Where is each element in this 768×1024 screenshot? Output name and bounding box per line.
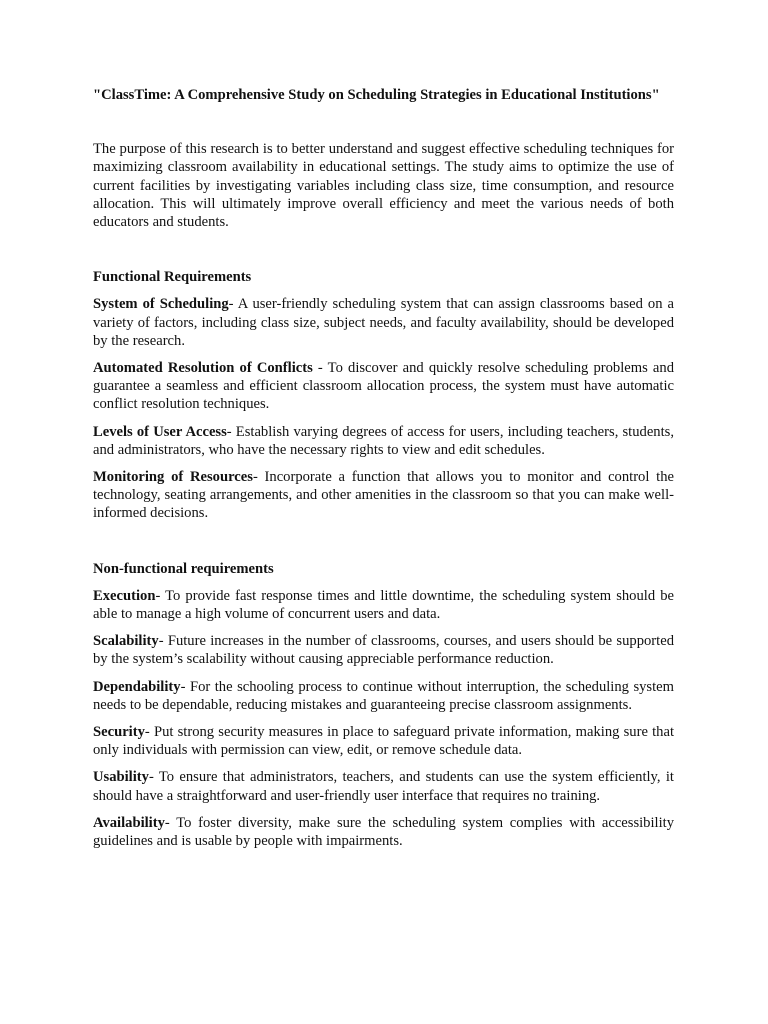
- requirement-availability: [93, 814, 674, 850]
- document-page: [93, 86, 674, 850]
- requirement-security: [93, 723, 674, 759]
- requirement-text: - To discover and quickly resolve scheduling problems and guarantee a seamless and efficient classroom allocation process, the system must have automatic conflict resolution techniques.: [93, 360, 674, 413]
- requirement-term: Availability: [93, 814, 165, 831]
- requirement-text: - Incorporate a function that allows you to monitor and control the technology, seating arrangements, and other amenities in the classroom so that you can make well-informed decisions.: [93, 469, 674, 522]
- requirement-text: - Future increases in the number of classrooms, courses, and users should be supported by the system’s scalability without causing appreciable performance reduction.: [93, 633, 674, 668]
- requirement-text: - For the schooling process to continue without interruption, the scheduling system needs to be dependable, reducing mistakes and guaranteeing precise classroom assignments.: [93, 678, 674, 713]
- requirement-scalability: [93, 632, 674, 668]
- requirement-text: - Establish varying degrees of access for users, including teachers, students, and administrators, who have the necessary rights to view and edit schedules.: [93, 423, 674, 458]
- requirement-text: - A user-friendly scheduling system that can assign classrooms based on a variety of factors, including class size, subject needs, and faculty availability, should be developed by the research.: [93, 296, 674, 349]
- requirement-monitoring-of-resources: [93, 468, 674, 523]
- functional-requirements-heading: Functional Requirements: [93, 269, 252, 286]
- requirement-term: Scalability: [93, 633, 159, 650]
- requirement-term: System of Scheduling: [93, 296, 229, 313]
- requirement-text: - To provide fast response times and little downtime, the scheduling system should be able to manage a high volume of concurrent users and data.: [93, 587, 674, 623]
- requirement-term: Automated Resolution of Conflicts: [93, 360, 313, 377]
- requirement-text: - To ensure that administrators, teachers, and students can use the system efficiently, it should have a straightforward and user-friendly user interface that requires no training.: [93, 769, 674, 804]
- requirement-term: Usability: [93, 769, 149, 786]
- document-title: "ClassTime: A Comprehensive Study on Scheduling Strategies in Educational Institutions": [93, 87, 660, 103]
- requirement-dependability: [93, 678, 674, 714]
- requirement-text: - To foster diversity, make sure the scheduling system complies with accessibility guidelines and is usable by people with impairments.: [93, 814, 674, 850]
- requirement-text: - Put strong security measures in place to safeguard private information, making sure that only individuals with permission can view, edit, or remove schedule data.: [93, 724, 674, 759]
- requirement-usability: [93, 768, 674, 804]
- requirement-automated-resolution-of-conflicts: [93, 359, 674, 414]
- requirement-term: Monitoring of Resources: [93, 469, 253, 486]
- requirement-term: Security: [93, 724, 145, 741]
- requirement-levels-of-user-access: [93, 423, 674, 459]
- intro-paragraph: The purpose of this research is to better understand and suggest effective scheduling techniques for maximizing classroom availability in educational settings. The study aims to optimize the use of current facilities by investigating variables including class size, time consumption, and resource allocation. This will ultimately improve overall efficiency and meet the various needs of both educators and students.: [93, 141, 674, 231]
- non-functional-requirements-heading: Non-functional requirements: [93, 560, 274, 577]
- requirement-term: Levels of User Access: [93, 423, 227, 440]
- requirement-term: Dependability: [93, 678, 181, 695]
- requirement-term: Execution: [93, 587, 156, 604]
- requirement-execution: [93, 587, 674, 623]
- requirement-system-of-scheduling: [93, 295, 674, 350]
